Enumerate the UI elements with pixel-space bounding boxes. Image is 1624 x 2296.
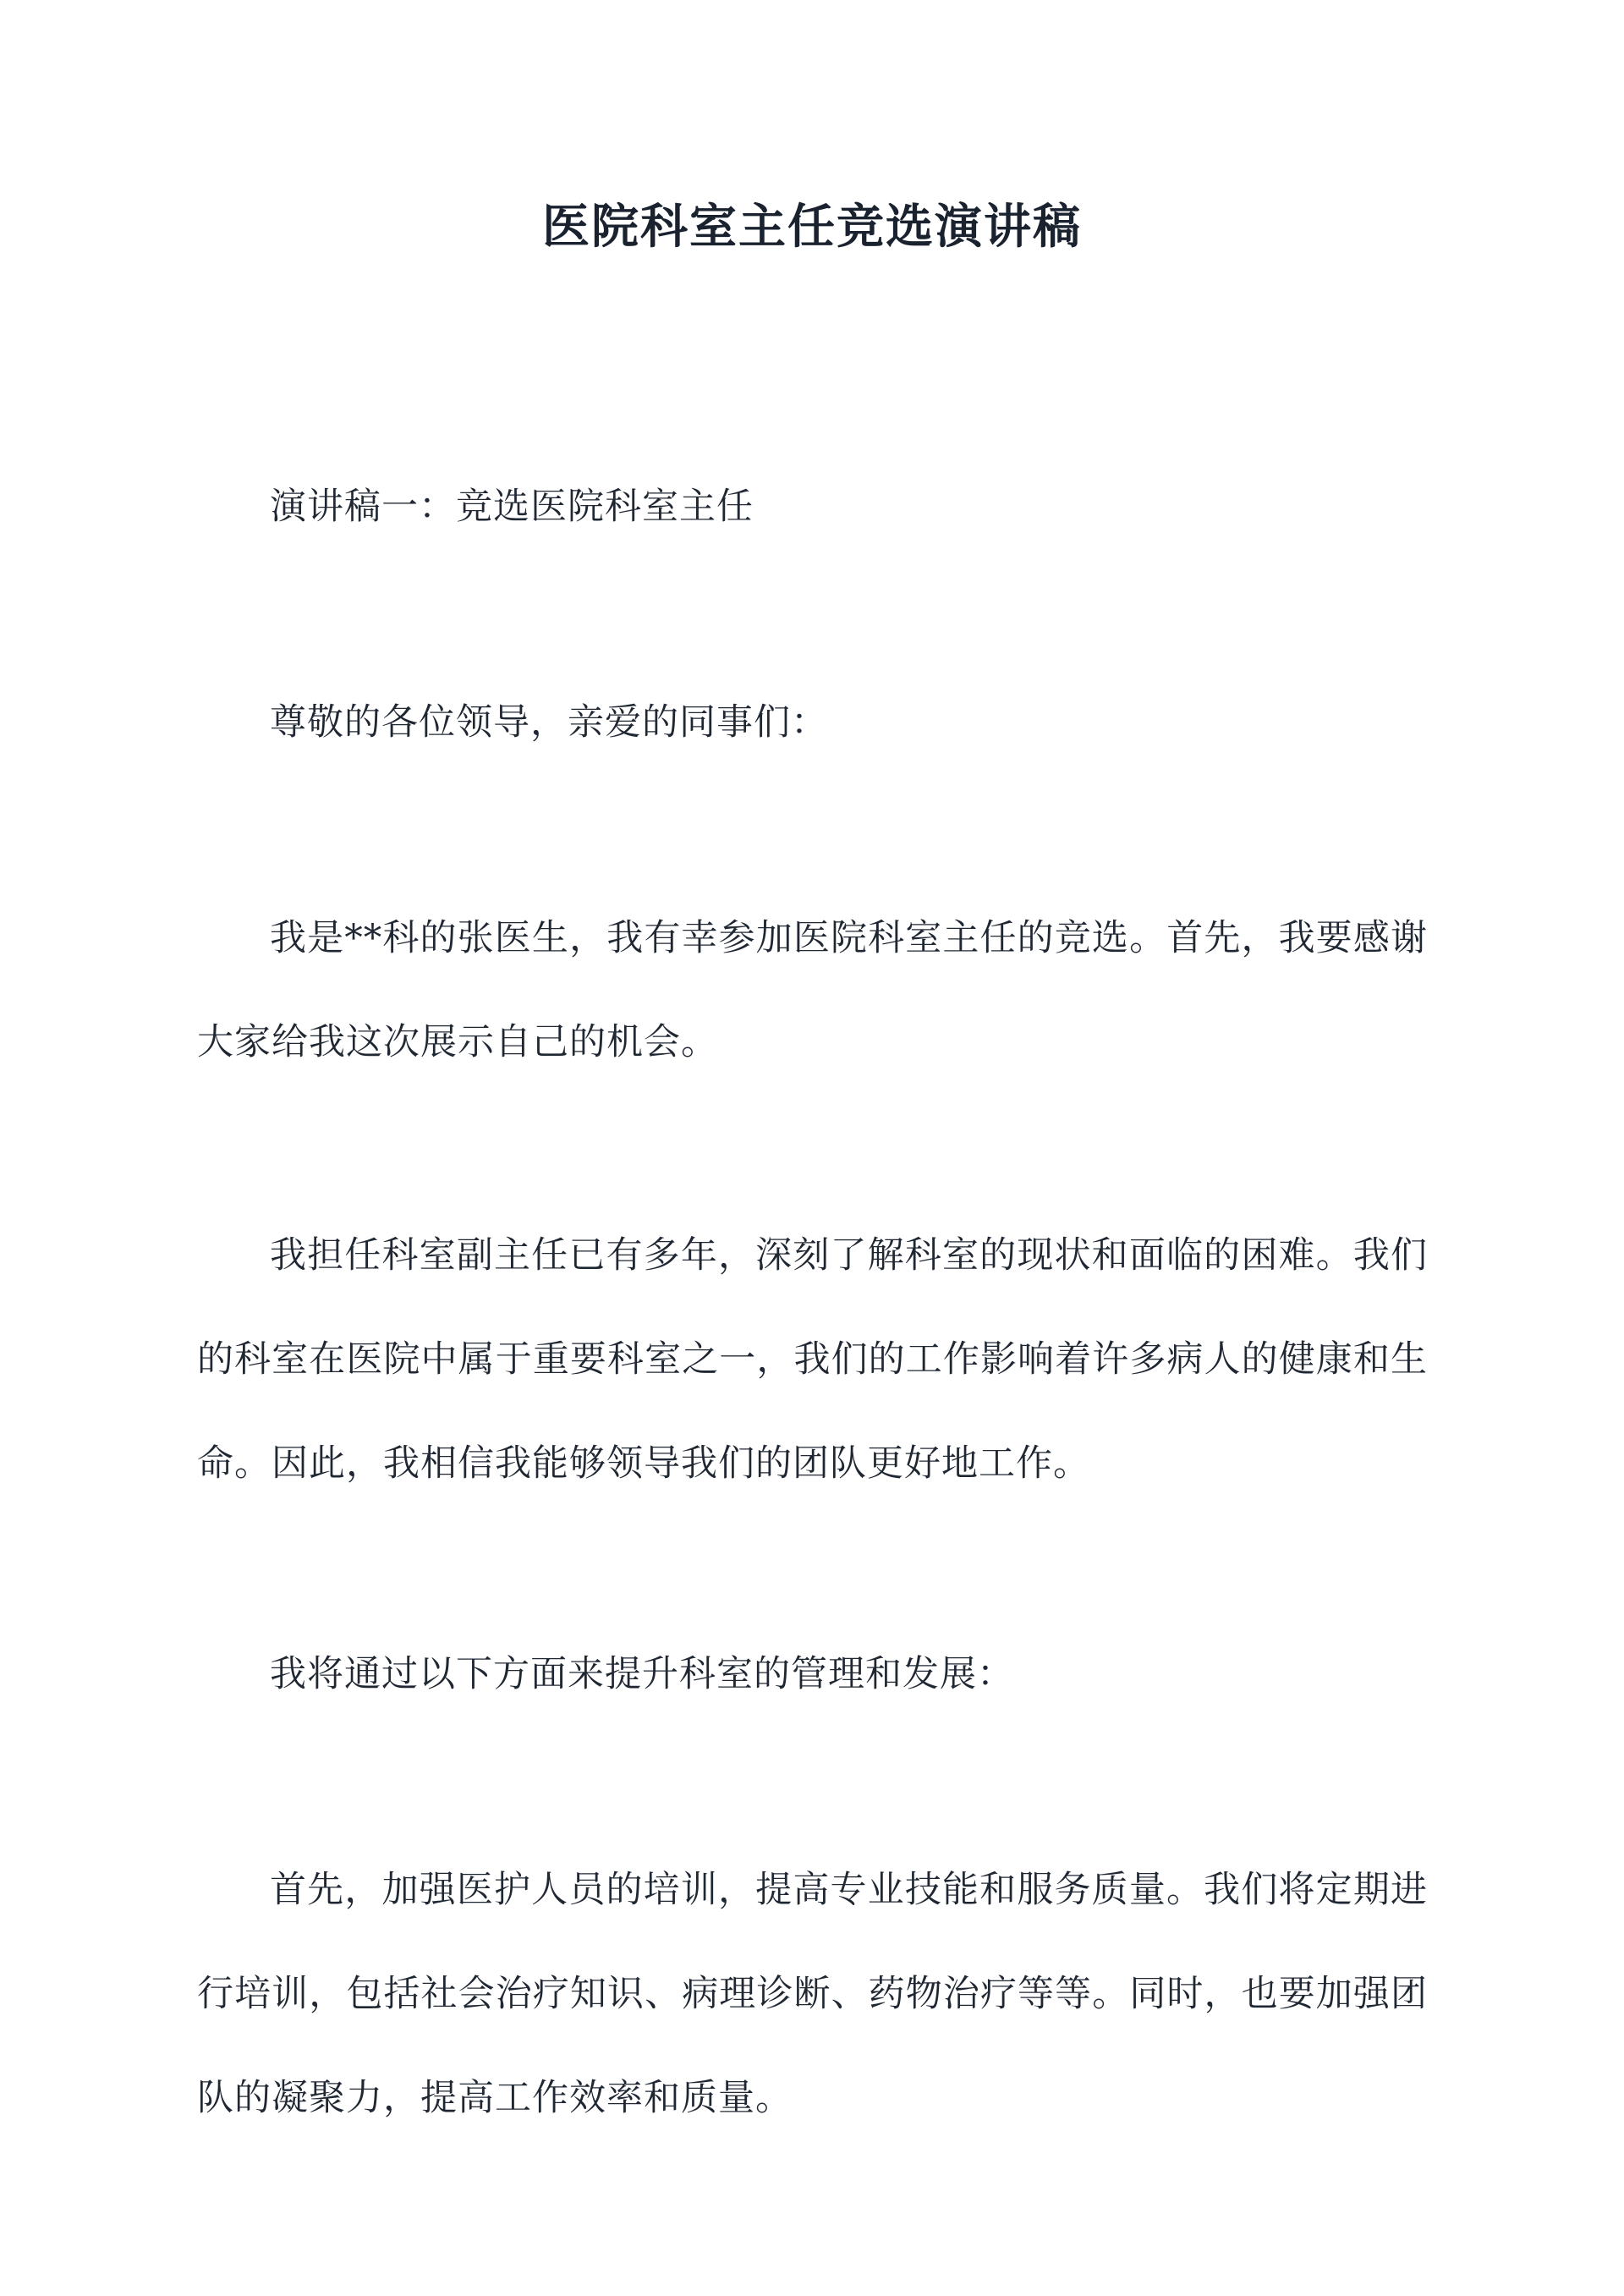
paragraph-speech-heading: 演讲稿一：竞选医院科室主任 [270,486,754,528]
document-title: 医院科室主任竞选演讲稿 [542,199,1082,255]
paragraph-plan-intro: 我将通过以下方面来提升科室的管理和发展： [270,1653,1014,1695]
paragraph-experience: 我担任科室副主任已有多年，深刻了解科室的现状和面临的困难。我们的科室在医院中属于重要科室之一，我们的工作影响着许多病人的健康和生命。因此，我相信我能够领导我们的团队更好地工作。 [197,1234,1428,1485]
paragraph-introduction: 我是**科的张医生，我有幸参加医院科室主任的竞选。首先，我要感谢大家给我这次展示自己的机会。 [197,917,1428,1063]
paragraph-salutation: 尊敬的各位领导，亲爱的同事们： [270,701,828,744]
paragraph-training: 首先，加强医护人员的培训，提高专业技能和服务质量。我们将定期进行培训，包括社会治疗知识、病理诊断、药物治疗等等。同时，也要加强团队的凝聚力，提高工作效率和质量。 [197,1869,1428,2119]
